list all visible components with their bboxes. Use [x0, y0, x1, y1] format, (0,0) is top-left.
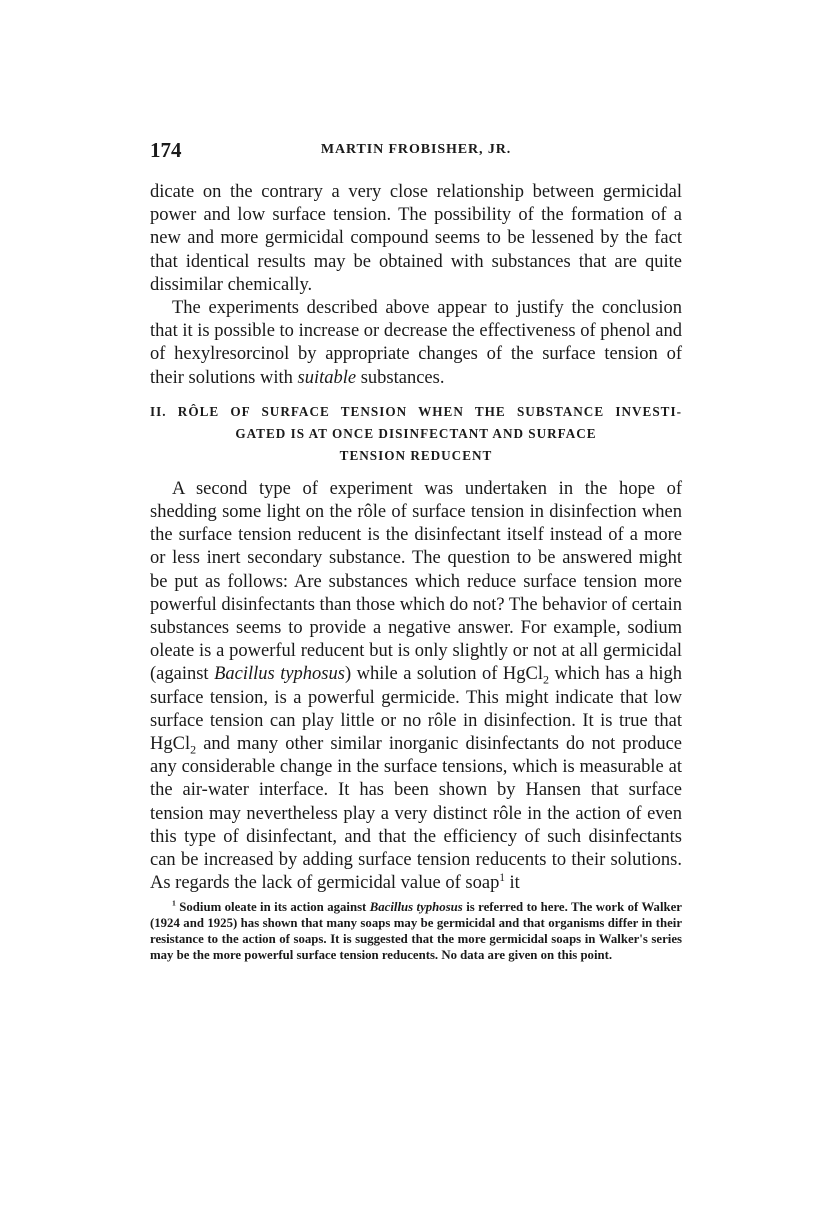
paragraph-3-part-5: it: [504, 873, 520, 894]
paragraph-2-text: The experiments described above appear to justify the conclusion that it is possible to increase or decrease the effectiveness of phenol and of hexylresorcinol by appropriate changes of the surface tension of their solutions with: [150, 298, 682, 388]
footnote-text-1: Sodium oleate in its action against: [175, 900, 370, 915]
paragraph-2-tail: substances.: [356, 367, 445, 388]
running-head: MARTIN FROBISHER, JR.: [320, 142, 512, 157]
footnotes: [150, 899, 682, 963]
section-heading-line-1: II. RÔLE OF SURFACE TENSION WHEN THE SUBSTANCE INVESTI-: [150, 403, 682, 419]
body-text: [150, 181, 682, 895]
section-heading-line-2: GATED IS AT ONCE DISINFECTANT AND SURFACE: [235, 425, 597, 441]
paragraph-3-part-4: and many other similar inorganic disinfectants do not produce any considerable change in the surface tensions, which is measurable at the air-water interface. It has been shown by Hansen that surface tension may nevertheless play a very distinct rôle in the action of even this type of disinfectant, and that the efficiency of such disinfectants can be increased by adding surface tension reducents to their solutions. As regards the lack of germicidal value of soap: [150, 734, 682, 894]
page-number: 174: [150, 138, 182, 162]
page-header: [150, 138, 682, 162]
species-name: Bacillus typhosus: [214, 664, 345, 685]
paragraph-3-part-3: which has a high surface tension, is a powerful germicide. This might indicate that low surface tension can play little or no rôle in disinfection. It is true that HgCl: [150, 664, 683, 755]
page-content: [150, 138, 682, 963]
subscript: 2: [190, 742, 197, 757]
footnote-marker: 1: [172, 899, 176, 909]
section-heading: [150, 401, 682, 467]
paragraph-2-emphasis: suitable: [297, 367, 357, 388]
subscript: 2: [543, 673, 550, 688]
section-heading-line-3: TENSION REDUCENT: [339, 447, 493, 463]
paragraph-1: dicate on the contrary a very close relationship between germicidal power and low surface tension. The possibility of the formation of a new and more germicidal compound seems to be lessened by the fact that identical results may be obtained with substances that are quite dissimilar chemically.: [150, 182, 682, 295]
paragraph-3-part-2: ) while a solution of HgCl: [344, 664, 544, 685]
paragraph-3-part-1: A second type of experiment was undertaken in the hope of shedding some light on the rôle of surface tension in disinfection when the surface tension reducent is the disinfectant itself instead of a more or less inert secondary substance. The question to be answered might be put as follows: Are substances which reduce surface tension more powerful disinfectants than those which do not? The behavior of certain substances seems to provide a negative answer. For example, sodium oleate is a powerful reducent but is only slightly or not at all germicidal (against: [150, 478, 682, 685]
paragraph-2: [150, 297, 682, 390]
footnote-ref: 1: [499, 872, 505, 885]
footnote-1: [150, 899, 682, 963]
footnote-species-name: Bacillus typhosus: [369, 900, 463, 915]
footnote-text-2: is referred to here. The work of Walker (1924 and 1925) has shown that many soaps may be germicidal and that organisms differ in their resistance to the action of soaps. It is suggested that the more germicidal soaps in Walker's series may be the more powerful surface tension reducents. No data are given on this point.: [150, 900, 682, 963]
paragraph-3: [150, 478, 682, 896]
